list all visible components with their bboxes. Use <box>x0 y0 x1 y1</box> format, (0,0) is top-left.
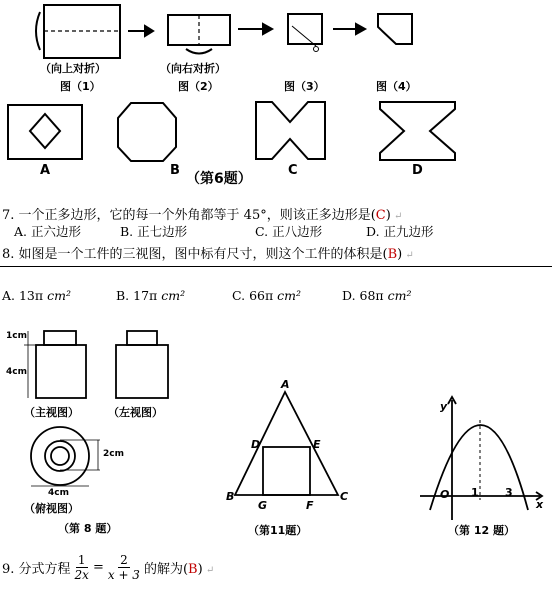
point-b: B <box>226 490 235 503</box>
point-f: F <box>306 499 314 512</box>
dim-2cm: 2cm <box>103 449 124 459</box>
dim-1cm: 1cm <box>6 331 27 341</box>
main-view-body <box>36 345 86 398</box>
point-g: G <box>258 499 268 512</box>
option-c-label: C <box>288 163 298 178</box>
q9-fraction-2: $\frac{2}{x + 3}$ <box>107 553 140 582</box>
q7-answer: C <box>375 208 386 223</box>
q7-close: ) <box>385 208 391 223</box>
x-axis-label: x <box>536 498 544 511</box>
inscribed-rectangle <box>263 447 310 495</box>
left-view-top <box>127 331 157 345</box>
left-view-body <box>116 345 168 398</box>
option-a-label: A <box>40 163 51 178</box>
q7-option-c: C. 正八边形 <box>255 224 323 239</box>
fig6-fig4-label: 图（4） <box>376 80 417 93</box>
fig6-step2-label: （向右对折） <box>160 62 226 75</box>
q7-line: 7. 一个正多边形，它的每一个外角都等于 45°，则该正多边形是(C) ↵ <box>2 208 403 223</box>
option-b-label: B <box>170 163 180 178</box>
fig6-caption: （第6题） <box>186 171 252 187</box>
q9-fraction-1: $\frac{1}{2x}$ <box>74 553 89 582</box>
q9-equals: = <box>92 560 104 575</box>
q7-option-d: D. 正九边形 <box>366 224 434 239</box>
q7-stem: 7. 一个正多边形，它的每一个外角都等于 45°，则该正多边形是( <box>2 208 376 223</box>
q8-answer: B <box>387 247 398 262</box>
q8-line: 8. 如图是一个工件的三视图，图中标有尺寸，则这个工件的体积是(B) ↵ <box>2 247 414 262</box>
top-view-outer-circle <box>31 427 89 485</box>
point-a: A <box>281 378 290 391</box>
left-view-label: （左视图） <box>108 406 163 419</box>
fig12-caption: （第 12 题） <box>448 524 515 537</box>
point-c: C <box>340 490 349 503</box>
fig11-caption: （第11题） <box>248 524 308 537</box>
q8-option-d: D. 68π cm² <box>342 288 412 303</box>
top-view-hole <box>51 447 69 465</box>
fig6-fig3-label: 图（3） <box>284 80 325 93</box>
q7-option-b: B. 正七边形 <box>120 224 188 239</box>
fig6-fig2-label: 图（2） <box>178 80 219 93</box>
fig6-fig1-label: 图（1） <box>60 80 101 93</box>
x-tick-1: 1 <box>471 486 479 499</box>
y-axis-label: y <box>440 400 448 413</box>
option-d-label: D <box>412 163 423 178</box>
q8-close: ) <box>397 247 403 262</box>
q9-stem: 9. 分式方程 <box>2 562 71 577</box>
x-tick-3: 3 <box>505 486 513 499</box>
point-e: E <box>313 438 321 451</box>
q8-stem: 8. 如图是一个工件的三视图，图中标有尺寸，则这个工件的体积是( <box>2 247 388 262</box>
point-d: D <box>251 438 261 451</box>
dim-4cm-side: 4cm <box>6 367 27 377</box>
q8-option-a: A. 13π cm² <box>2 288 71 303</box>
origin-label: O <box>440 488 450 501</box>
main-view-top <box>44 331 76 345</box>
top-view-label: （俯视图） <box>24 502 79 515</box>
top-view-inner-circle <box>45 441 75 471</box>
fig6-step1-label: （向上对折） <box>40 62 106 75</box>
q8-option-c: C. 66π cm² <box>232 288 302 303</box>
q9-line <box>2 553 214 582</box>
q9-tail: 的解为(B) ↵ <box>143 562 215 577</box>
main-view-label: （主视图） <box>24 406 79 419</box>
fig8-caption: （第 8 题） <box>58 522 118 535</box>
q7-option-a: A. 正六边形 <box>14 224 81 239</box>
dim-4cm-bottom: 4cm <box>48 488 69 498</box>
q8-option-b: B. 17π cm² <box>116 288 186 303</box>
